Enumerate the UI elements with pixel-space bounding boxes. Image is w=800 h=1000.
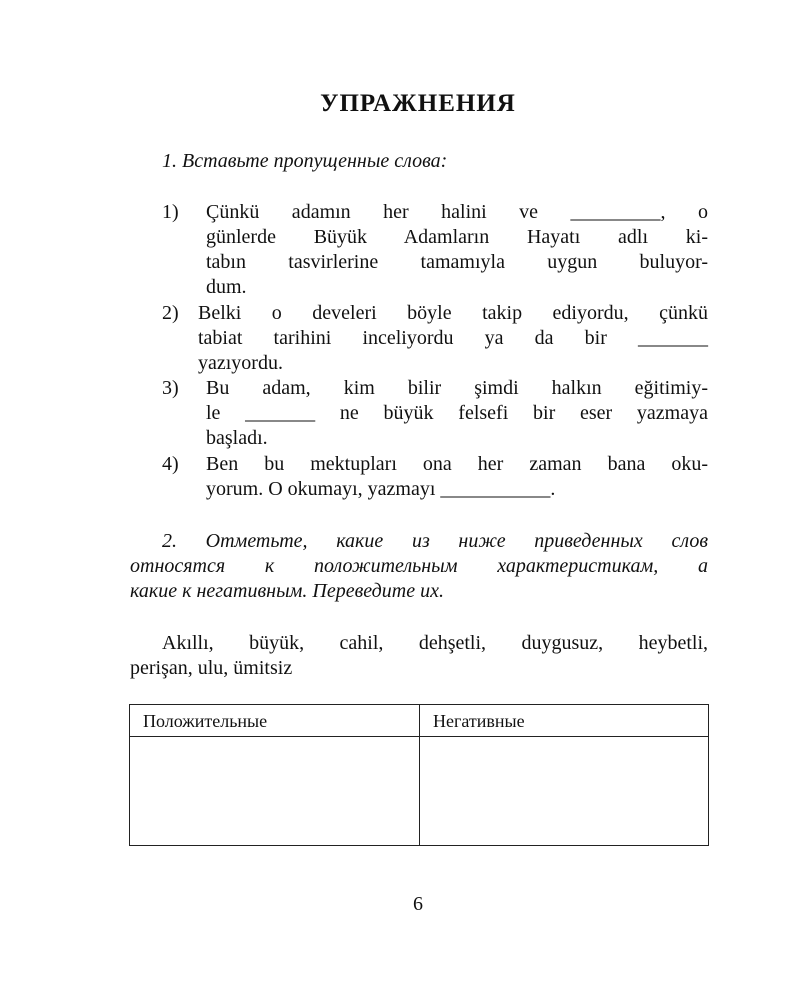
negative-column-header: Негативные	[420, 705, 708, 737]
exercise-2-instructions	[130, 529, 708, 604]
item-line: yazıyordu.	[198, 352, 283, 374]
exercise-2-word-list	[130, 631, 708, 681]
negative-answer-cell[interactable]	[420, 737, 708, 845]
negative-column	[420, 705, 708, 845]
item-line: tabın tasvirlerine tamamıyla uygun buluyor-	[206, 251, 708, 273]
exercise-1-item-2	[162, 301, 708, 376]
instruction-line: относятся к положительным характеристикам, а	[130, 555, 708, 577]
exercise-1-item-4	[162, 452, 708, 502]
item-line: başladı.	[206, 427, 268, 449]
page-title: УПРАЖНЕНИЯ	[320, 90, 516, 117]
item-number: 4)	[162, 453, 179, 475]
item-number: 1)	[162, 201, 179, 223]
item-line: Çünkü adamın her halini ve _________, o	[206, 201, 708, 223]
positive-column	[130, 705, 420, 845]
exercise-1-item-1	[162, 200, 708, 300]
positive-column-header: Положительные	[130, 705, 419, 737]
item-number: 2)	[162, 302, 179, 324]
item-line: Belki o develeri böyle takip ediyordu, çünkü	[198, 302, 708, 324]
page-number: 6	[413, 893, 423, 915]
answer-table	[129, 704, 709, 846]
item-line: dum.	[206, 276, 247, 298]
item-number: 3)	[162, 377, 179, 399]
item-line: yorum. O okumayı, yazmayı ___________.	[206, 478, 556, 500]
item-line: le _______ ne büyük felsefi bir eser yazmaya	[206, 402, 708, 424]
item-line: günlerde Büyük Adamların Hayatı adlı ki-	[206, 226, 708, 248]
positive-answer-cell[interactable]	[130, 737, 419, 845]
instruction-line: какие к негативным. Переведите их.	[130, 580, 444, 602]
exercise-1-heading: 1. Вставьте пропущенные слова:	[162, 150, 448, 172]
word-list-line: perişan, ulu, ümitsiz	[130, 657, 293, 679]
instruction-line: 2. Отметьте, какие из ниже приведенных слов	[162, 530, 708, 552]
word-list-line: Akıllı, büyük, cahil, dehşetli, duygusuz, heybetli,	[162, 632, 708, 654]
exercise-1-item-3	[162, 376, 708, 451]
item-line: Bu adam, kim bilir şimdi halkın eğitimiy-	[206, 377, 708, 399]
item-line: tabiat tarihini inceliyordu ya da bir _______	[198, 327, 708, 349]
item-line: Ben bu mektupları ona her zaman bana oku-	[206, 453, 708, 475]
